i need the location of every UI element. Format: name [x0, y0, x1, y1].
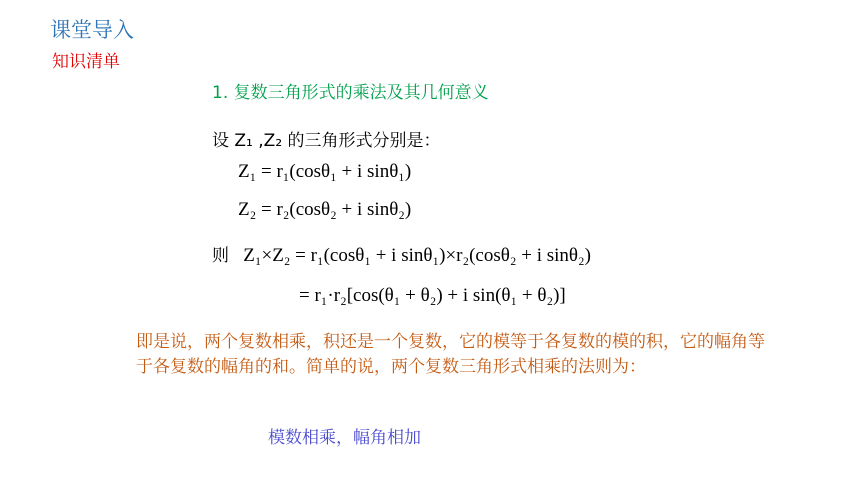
- rule-summary: 模数相乘，幅角相加: [268, 428, 421, 448]
- setup-text: 设 Z₁ ,Z₂ 的三角形式分别是：: [212, 131, 441, 151]
- equation-z1: Z₁ = r₁(cosθ₁ + i sinθ₁): [238, 161, 412, 182]
- product-expression: Z₁×Z₂ = r₁(cosθ₁ + i sinθ₁)×r₂(cosθ₂ + i sinθ₂): [243, 245, 591, 266]
- section-title: 1. 复数三角形式的乘法及其几何意义: [212, 83, 489, 103]
- equation-result: = r₁·r₂[cos(θ₁ + θ₂) + i sin(θ₁ + θ₂)]: [299, 285, 566, 306]
- page-subtitle: 知识清单: [52, 52, 120, 72]
- explanation-paragraph: 即是说，两个复数相乘，积还是一个复数，它的模等于各复数的模的积，它的幅角等于各复数的幅角的和。简单的说，两个复数三角形式相乘的法则为：: [136, 332, 765, 377]
- page-title: 课堂导入: [50, 18, 134, 42]
- product-prefix: 则: [212, 246, 229, 266]
- equation-z2: Z₂ = r₂(cosθ₂ + i sinθ₂): [238, 199, 412, 220]
- equation-product: [212, 241, 591, 267]
